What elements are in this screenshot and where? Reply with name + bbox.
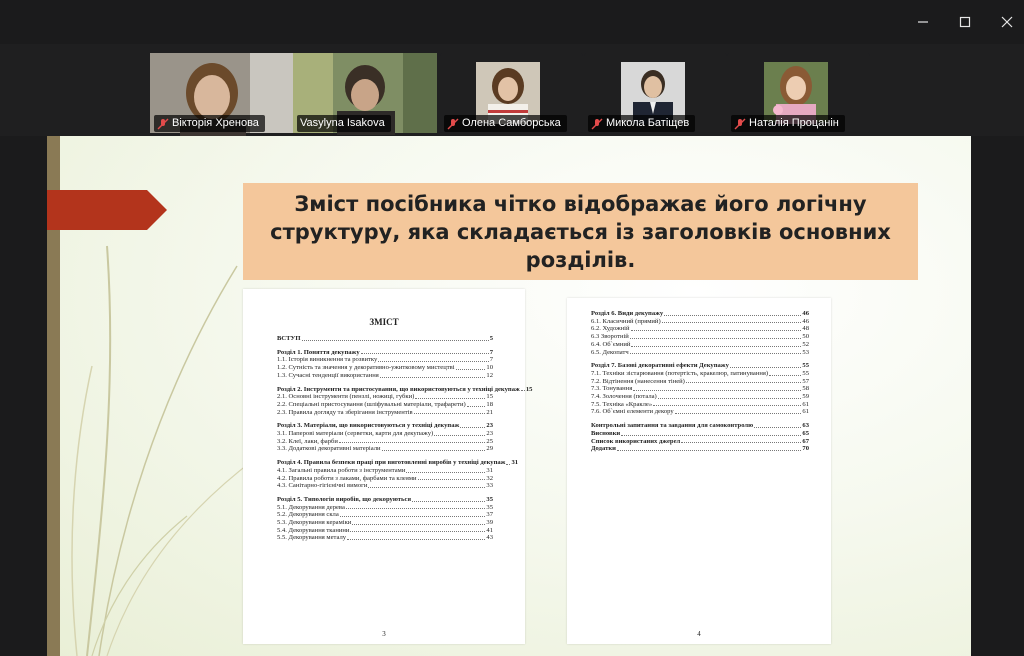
toc-entry-page: 61 bbox=[802, 400, 809, 408]
toc-entry-page: 18 bbox=[486, 400, 493, 408]
toc-entry-title: 3.3. Додаткові декоративні матеріали bbox=[277, 445, 381, 453]
mic-off-icon bbox=[591, 118, 603, 130]
toc-entry-page: 23 bbox=[486, 422, 493, 430]
participant-tile-active[interactable] bbox=[293, 53, 437, 133]
participant-gallery bbox=[0, 44, 1024, 136]
toc-entry-page: 48 bbox=[802, 325, 809, 333]
toc-entry bbox=[277, 475, 493, 483]
toc-entry bbox=[591, 408, 809, 416]
toc-entry-title: Розділ 7. Базові декоративні ефекти Декупажу bbox=[591, 362, 729, 370]
toc-entry-title: Розділ 4. Правила безпеки праці при виготовленні виробів у техніці декупаж bbox=[277, 459, 506, 467]
toc-entry-title: Список використаних джерел bbox=[591, 437, 681, 445]
toc-entry-title: 2.3. Правила догляду та зберігання інструментів bbox=[277, 408, 413, 416]
toc-entry-title: 1.1. Історія виникнення та розвитку bbox=[277, 356, 378, 364]
toc-leader bbox=[653, 405, 801, 406]
toc-entry-page: 23 bbox=[486, 430, 493, 438]
toc-leader bbox=[382, 450, 486, 451]
toc-leader bbox=[630, 353, 802, 354]
toc-entry-title: Додатки bbox=[591, 445, 616, 453]
toc-entry-page: 21 bbox=[486, 408, 493, 416]
toc-entry bbox=[277, 335, 493, 343]
toc-entry-page: 35 bbox=[486, 503, 493, 511]
toc-entry-title: 7.2. Відтінення (нанесення тіней) bbox=[591, 377, 685, 385]
title-bar bbox=[0, 0, 1024, 44]
toc-entry bbox=[277, 527, 493, 535]
mic-off-icon bbox=[734, 118, 746, 130]
toc-leader bbox=[521, 390, 525, 391]
toc-entry-title: 1.3. Сучасні тенденції використання bbox=[277, 371, 379, 379]
toc-entry-page: 33 bbox=[486, 482, 493, 490]
toc-leader bbox=[339, 442, 485, 443]
minimize-button[interactable] bbox=[909, 8, 937, 36]
maximize-icon bbox=[959, 16, 971, 28]
participant-name: Vasylyna Isakova bbox=[300, 117, 385, 129]
toc-entry-page: 32 bbox=[486, 474, 493, 482]
toc-entry-title: 7.1. Техніки зістарювання (потертість, кракелюр, патинування) bbox=[591, 369, 769, 377]
toc-entry-page: 31 bbox=[486, 466, 493, 474]
toc-entry-page: 29 bbox=[486, 445, 493, 453]
toc-entry bbox=[591, 333, 809, 341]
minimize-icon bbox=[917, 16, 929, 28]
toc-leader bbox=[630, 338, 802, 339]
toc-leader bbox=[681, 442, 801, 443]
toc-entry-title: 5.5. Декорування металу bbox=[277, 534, 347, 542]
toc-leader bbox=[467, 406, 486, 407]
toc-entry-page: 37 bbox=[486, 511, 493, 519]
toc-leader bbox=[414, 413, 486, 414]
toc-entry-page: 15 bbox=[486, 393, 493, 401]
toc-page-right bbox=[567, 298, 831, 644]
toc-entry bbox=[277, 422, 493, 430]
toc-leader bbox=[633, 390, 801, 391]
toc-entry-page: 41 bbox=[486, 526, 493, 534]
toc-entry-title: 3.1. Паперові матеріали (серветки, карти для декупажу) bbox=[277, 430, 434, 438]
participant-name-tag bbox=[588, 115, 695, 132]
toc-entry bbox=[591, 349, 809, 357]
participant-name-tag bbox=[154, 115, 265, 132]
toc-leader bbox=[506, 464, 510, 465]
toc-leader bbox=[361, 353, 489, 354]
toc-entry bbox=[591, 325, 809, 333]
toc-entry-page: 65 bbox=[802, 429, 809, 437]
participant-name-tag bbox=[297, 115, 391, 132]
toc-entry-title: 4.2. Правила роботи з лаками, фарбами та клеями bbox=[277, 474, 417, 482]
toc-entry bbox=[591, 370, 809, 378]
participant-tile[interactable] bbox=[150, 53, 293, 133]
toc-entry bbox=[277, 482, 493, 490]
participant-name: Наталія Процанін bbox=[749, 117, 839, 129]
toc-entry bbox=[277, 467, 493, 475]
toc-entry-page: 59 bbox=[802, 393, 809, 401]
toc-entry-title: ВСТУП bbox=[277, 335, 301, 342]
toc-leader bbox=[754, 427, 801, 428]
toc-entry-title: 6.3 Зворотній bbox=[591, 333, 629, 341]
toc-entry-title: 5.4. Декорування тканини bbox=[277, 526, 350, 534]
toc-entry-page: 53 bbox=[802, 348, 809, 356]
toc-entry-page: 55 bbox=[802, 362, 809, 370]
toc-entry-title: Розділ 5. Типологія виробів, що декоруються bbox=[277, 495, 412, 503]
close-button[interactable] bbox=[993, 8, 1021, 36]
toc-leader bbox=[380, 377, 486, 378]
toc-entry-page: 57 bbox=[802, 377, 809, 385]
toc-entry-title: 5.3. Декорування кераміки bbox=[277, 519, 352, 527]
presentation-slide bbox=[47, 136, 971, 656]
toc-entry-page: 43 bbox=[486, 534, 493, 542]
toc-entry bbox=[277, 356, 493, 364]
toc-entry bbox=[277, 438, 493, 446]
toc-entry bbox=[591, 401, 809, 409]
toc-entry-page: 39 bbox=[486, 519, 493, 527]
toc-entry-title: Висновки bbox=[591, 429, 621, 437]
toc-entry-page: 55 bbox=[802, 369, 809, 377]
toc-entry bbox=[277, 459, 519, 467]
participant-tile[interactable] bbox=[727, 53, 870, 133]
toc-entry bbox=[591, 318, 809, 326]
toc-entry-page: 46 bbox=[802, 317, 809, 325]
toc-entry bbox=[277, 393, 493, 401]
avatar bbox=[764, 62, 828, 122]
toc-entry-page: 63 bbox=[802, 422, 809, 430]
toc-entry bbox=[277, 401, 493, 409]
toc-entry-page: 67 bbox=[802, 437, 809, 445]
toc-leader bbox=[412, 501, 485, 502]
toc-entry-page: 52 bbox=[802, 340, 809, 348]
toc-leader bbox=[368, 487, 485, 488]
toc-entry bbox=[277, 349, 493, 357]
toc-leader bbox=[730, 367, 802, 368]
toc-entry-page: 7 bbox=[489, 356, 493, 364]
participant-name: Микола Батіщев bbox=[606, 117, 690, 129]
toc-leader bbox=[769, 375, 801, 376]
toc-entry-page: 61 bbox=[802, 408, 809, 416]
toc-entry bbox=[277, 504, 493, 512]
toc-leader bbox=[631, 346, 801, 347]
participant-name-tag bbox=[444, 115, 567, 132]
toc-entry-page: 31 bbox=[511, 459, 519, 467]
toc-entry bbox=[591, 445, 809, 453]
toc-leader bbox=[340, 516, 486, 517]
toc-leader bbox=[434, 435, 485, 436]
toc-leader bbox=[347, 539, 485, 540]
toc-entry-title: Розділ 2. Інструменти та пристосування, що використовуються у техніці декупаж bbox=[277, 385, 520, 393]
toc-leader bbox=[658, 398, 802, 399]
avatar bbox=[476, 62, 540, 122]
toc-leader bbox=[686, 382, 802, 383]
slide-heading: Зміст посібника чітко відображає його логічну структуру, яка складається із заголовків основних розділів. bbox=[270, 191, 891, 272]
participant-name-tag bbox=[731, 115, 845, 132]
toc-entry bbox=[591, 430, 809, 438]
avatar bbox=[621, 62, 685, 122]
toc-entry bbox=[277, 430, 493, 438]
toc-list bbox=[243, 335, 533, 542]
toc-leader bbox=[456, 369, 486, 370]
toc-leader bbox=[675, 413, 802, 414]
toc-entry-page: 58 bbox=[802, 385, 809, 393]
toc-entry bbox=[277, 519, 493, 527]
toc-entry-page: 70 bbox=[802, 445, 809, 453]
toc-entry-title: 5.2. Декорування скла bbox=[277, 511, 339, 519]
toc-entry-page: 15 bbox=[525, 385, 533, 393]
toc-list bbox=[567, 310, 831, 453]
toc-entry-title: 5.1. Декорування дерева bbox=[277, 503, 345, 511]
toc-leader bbox=[621, 435, 801, 436]
toc-entry-page: 12 bbox=[486, 371, 493, 379]
toc-entry bbox=[277, 372, 493, 380]
toc-leader bbox=[406, 472, 485, 473]
mic-off-icon bbox=[447, 118, 459, 130]
toc-entry-title: 1.2. Сутність та значення у декоративно-ужитковому мистецтві bbox=[277, 364, 455, 372]
toc-entry bbox=[277, 409, 493, 417]
toc-entry-page: 50 bbox=[802, 333, 809, 341]
toc-entry-page: 7 bbox=[489, 348, 493, 356]
toc-entry-title: 6.4. Об`ємний bbox=[591, 340, 631, 348]
toc-leader bbox=[346, 508, 486, 509]
toc-entry bbox=[591, 385, 809, 393]
toc-entry-title: 7.3. Тонування bbox=[591, 385, 633, 393]
red-arrow-shape bbox=[47, 190, 167, 230]
toc-leader bbox=[352, 524, 485, 525]
toc-entry-page: 10 bbox=[486, 364, 493, 372]
toc-leader bbox=[378, 361, 488, 362]
page-number: 4 bbox=[697, 630, 701, 638]
toc-entry-page: 46 bbox=[802, 310, 809, 317]
toc-entry-title: 6.5. Декопатч bbox=[591, 348, 629, 356]
toc-entry-title: Розділ 1. Поняття декупажу bbox=[277, 348, 360, 356]
toc-title: ЗМІСТ bbox=[369, 317, 399, 327]
toc-entry bbox=[591, 438, 809, 446]
maximize-button[interactable] bbox=[951, 8, 979, 36]
toc-entry bbox=[591, 422, 809, 430]
close-icon bbox=[1001, 16, 1013, 28]
toc-entry-title: 4.3. Санітарно-гігієнічні вимоги bbox=[277, 482, 368, 490]
toc-leader bbox=[415, 398, 485, 399]
toc-entry bbox=[277, 511, 493, 519]
toc-leader bbox=[664, 315, 801, 316]
toc-entry-page: 5 bbox=[489, 335, 493, 342]
toc-leader bbox=[418, 479, 486, 480]
toc-entry bbox=[591, 362, 809, 370]
toc-entry bbox=[591, 310, 809, 318]
toc-entry-page: 35 bbox=[486, 495, 493, 503]
toc-entry bbox=[591, 378, 809, 386]
toc-entry bbox=[277, 496, 493, 504]
toc-entry-title: 6.1. Класичний (прямий) bbox=[591, 317, 661, 325]
toc-entry-title: 3.2. Клеї, лаки, фарби bbox=[277, 437, 338, 445]
toc-page-left bbox=[243, 289, 533, 644]
toc-entry-title: Розділ 3. Матеріали, що використовуються у техніці декупаж bbox=[277, 422, 460, 430]
participant-tile[interactable] bbox=[440, 53, 583, 133]
slide-heading-box bbox=[243, 183, 918, 280]
toc-entry bbox=[591, 393, 809, 401]
toc-entry-title: 7.4. Золочення (потала) bbox=[591, 393, 657, 401]
participant-tile[interactable] bbox=[584, 53, 727, 133]
toc-entry-title: 2.1. Основні інструменти (пензлі, ножиці, губки) bbox=[277, 393, 415, 401]
toc-leader bbox=[662, 322, 802, 323]
participant-name: Олена Самборська bbox=[462, 117, 561, 129]
toc-entry-title: 7.5. Техніка «Кракле» bbox=[591, 400, 653, 408]
toc-entry bbox=[591, 341, 809, 349]
page-number: 3 bbox=[382, 630, 386, 638]
toc-leader bbox=[460, 427, 485, 428]
toc-entry bbox=[277, 364, 493, 372]
toc-entry-title: 6.2. Художній bbox=[591, 325, 630, 333]
toc-entry-title: Контрольні запитання та завдання для самоконтролю bbox=[591, 422, 754, 430]
participant-name: Вікторія Хренова bbox=[172, 117, 259, 129]
toc-entry-title: 7.6. Об`ємні елементи декору bbox=[591, 408, 674, 416]
toc-leader bbox=[631, 330, 802, 331]
toc-entry-title: 4.1. Загальні правила роботи з інструментами bbox=[277, 466, 406, 474]
shared-screen bbox=[0, 136, 1024, 656]
toc-leader bbox=[350, 531, 485, 532]
toc-entry bbox=[277, 385, 533, 394]
toc-entry bbox=[277, 534, 493, 542]
toc-leader bbox=[302, 340, 489, 341]
toc-leader bbox=[617, 450, 801, 451]
toc-entry-title: Розділ 6. Види декупажу bbox=[591, 310, 664, 317]
toc-entry bbox=[277, 445, 493, 453]
toc-entry-page: 25 bbox=[486, 437, 493, 445]
toc-entry-title: 2.2. Спеціальні пристосування (шліфувальні матеріали, трафарети) bbox=[277, 400, 466, 408]
mic-off-icon bbox=[157, 118, 169, 130]
